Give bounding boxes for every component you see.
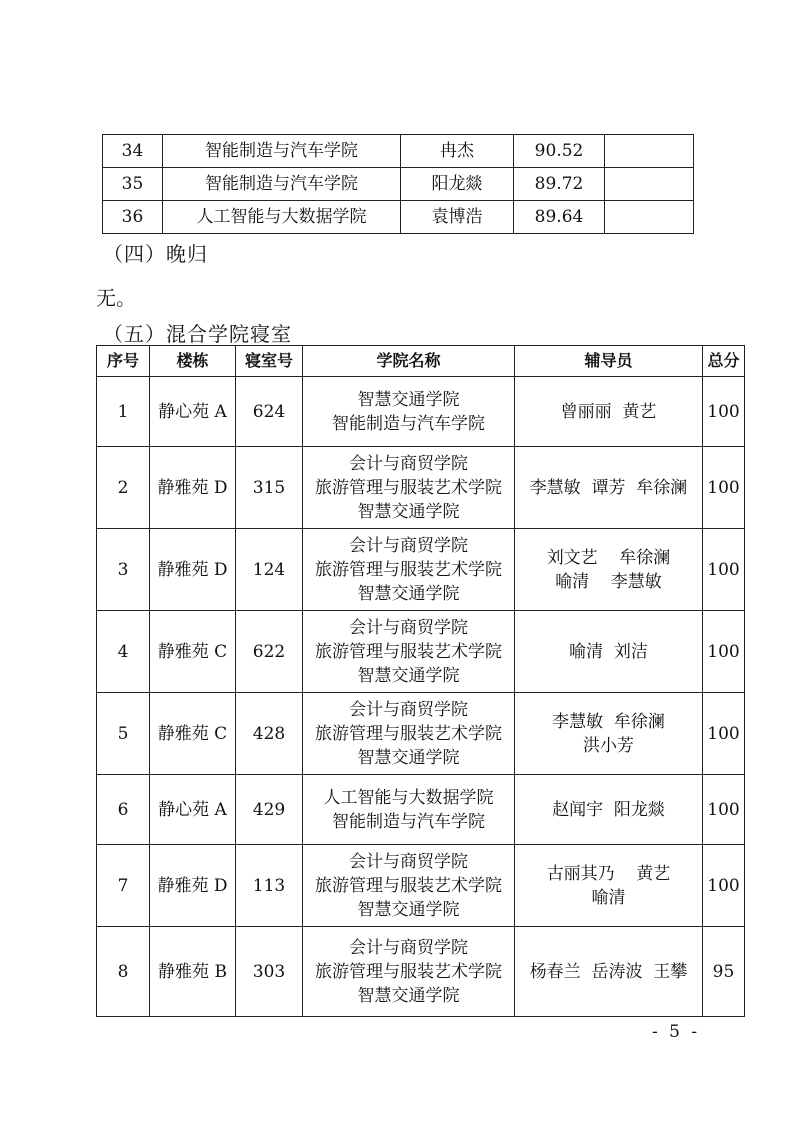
- ranking-table-body: [103, 135, 694, 234]
- college-cell: 人工智能与大数据学院: [163, 201, 401, 234]
- college-cell: 智能制造与汽车学院: [163, 135, 401, 168]
- college-cell: [303, 927, 515, 1017]
- college-cell-line: 会计与商贸学院: [349, 937, 468, 958]
- no-cell: 4: [97, 611, 150, 693]
- college-cell-line: 智能制造与汽车学院: [332, 413, 485, 434]
- college-cell-line: 智慧交通学院: [357, 501, 460, 522]
- college-cell-line: 人工智能与大数据学院: [323, 787, 494, 808]
- college-cell-line: 智慧交通学院: [357, 747, 460, 768]
- counselor-cell-line: 曾丽丽 黄艺: [560, 401, 657, 422]
- table-row: [97, 529, 745, 611]
- table-row: [97, 611, 745, 693]
- college-cell-line: 旅游管理与服装艺术学院: [315, 723, 502, 744]
- room-cell: 124: [236, 529, 303, 611]
- no-cell: 8: [97, 927, 150, 1017]
- room-cell: 303: [236, 927, 303, 1017]
- counselor-cell-line: 赵闻宇 阳龙燚: [552, 799, 665, 820]
- name-cell: 冉杰: [401, 135, 514, 168]
- college-cell: [303, 775, 515, 845]
- rank-cell: 34: [103, 135, 163, 168]
- mixed-dorm-table-body: [97, 377, 745, 1017]
- room-cell: 622: [236, 611, 303, 693]
- college-cell-line: 智能制造与汽车学院: [332, 811, 485, 832]
- room-cell: 429: [236, 775, 303, 845]
- counselor-cell: [515, 447, 703, 529]
- college-cell-line: 智慧交通学院: [357, 583, 460, 604]
- college-cell-line: 旅游管理与服装艺术学院: [315, 961, 502, 982]
- note-cell: [605, 135, 694, 168]
- total-cell: 100: [703, 611, 745, 693]
- total-cell: 100: [703, 775, 745, 845]
- college-cell-line: 旅游管理与服装艺术学院: [315, 875, 502, 896]
- page-number: - 5 -: [652, 1022, 701, 1042]
- building-cell: 静雅苑 B: [150, 927, 236, 1017]
- counselor-cell: [515, 611, 703, 693]
- total-cell: 95: [703, 927, 745, 1017]
- college-cell-line: 会计与商贸学院: [349, 617, 468, 638]
- counselor-cell-line: 喻清 李慧敏: [555, 571, 662, 592]
- college-cell: [303, 611, 515, 693]
- section-body-none: 无。: [96, 286, 136, 310]
- building-cell: 静雅苑 C: [150, 693, 236, 775]
- name-cell: 袁博浩: [401, 201, 514, 234]
- building-cell: 静雅苑 C: [150, 611, 236, 693]
- room-cell: 315: [236, 447, 303, 529]
- college-cell-line: 旅游管理与服装艺术学院: [315, 477, 502, 498]
- counselor-cell: [515, 845, 703, 927]
- note-cell: [605, 168, 694, 201]
- rank-cell: 35: [103, 168, 163, 201]
- header-counselor: 辅导员: [515, 346, 703, 377]
- no-cell: 1: [97, 377, 150, 447]
- header-building: 楼栋: [150, 346, 236, 377]
- header-total: 总分: [703, 346, 745, 377]
- building-cell: 静雅苑 D: [150, 447, 236, 529]
- college-cell-line: 智慧交通学院: [357, 899, 460, 920]
- score-cell: 89.72: [514, 168, 605, 201]
- counselor-cell-line: 李慧敏 谭芳 牟徐澜: [529, 477, 688, 498]
- header-room: 寝室号: [236, 346, 303, 377]
- counselor-cell-line: 古丽其乃 黄艺: [546, 863, 671, 884]
- score-cell: 89.64: [514, 201, 605, 234]
- counselor-cell: [515, 927, 703, 1017]
- college-cell-line: 会计与商贸学院: [349, 851, 468, 872]
- section-heading-late-return: （四）晚归: [103, 242, 208, 266]
- table-row: [97, 927, 745, 1017]
- table-row: [97, 447, 745, 529]
- college-cell: [303, 447, 515, 529]
- counselor-cell-line: 李慧敏 牟徐澜: [552, 711, 665, 732]
- counselor-cell: [515, 529, 703, 611]
- counselor-cell-line: 杨春兰 岳涛波 王攀: [529, 961, 688, 982]
- score-cell: 90.52: [514, 135, 605, 168]
- room-cell: 428: [236, 693, 303, 775]
- no-cell: 6: [97, 775, 150, 845]
- college-cell-line: 会计与商贸学院: [349, 453, 468, 474]
- college-cell: [303, 845, 515, 927]
- counselor-cell-line: 洪小芳: [583, 735, 634, 756]
- table-row: [97, 693, 745, 775]
- table-header-row: [97, 346, 745, 377]
- no-cell: 5: [97, 693, 150, 775]
- total-cell: 100: [703, 845, 745, 927]
- total-cell: 100: [703, 529, 745, 611]
- ranking-table: [102, 134, 694, 234]
- college-cell-line: 旅游管理与服装艺术学院: [315, 559, 502, 580]
- total-cell: 100: [703, 447, 745, 529]
- rank-cell: 36: [103, 201, 163, 234]
- college-cell-line: 智慧交通学院: [357, 665, 460, 686]
- total-cell: 100: [703, 693, 745, 775]
- college-cell-line: 会计与商贸学院: [349, 535, 468, 556]
- counselor-cell-line: 刘文艺 牟徐澜: [546, 547, 671, 568]
- building-cell: 静心苑 A: [150, 377, 236, 447]
- room-cell: 113: [236, 845, 303, 927]
- mixed-dorm-table: [96, 345, 745, 1017]
- building-cell: 静心苑 A: [150, 775, 236, 845]
- counselor-cell: [515, 775, 703, 845]
- total-cell: 100: [703, 377, 745, 447]
- table-row: [103, 201, 694, 234]
- college-cell-line: 旅游管理与服装艺术学院: [315, 641, 502, 662]
- counselor-cell-line: 喻清: [591, 887, 626, 908]
- no-cell: 7: [97, 845, 150, 927]
- college-cell: [303, 693, 515, 775]
- no-cell: 3: [97, 529, 150, 611]
- header-no: 序号: [97, 346, 150, 377]
- college-cell-line: 智慧交通学院: [357, 389, 460, 410]
- table-row: [103, 168, 694, 201]
- building-cell: 静雅苑 D: [150, 529, 236, 611]
- name-cell: 阳龙燚: [401, 168, 514, 201]
- note-cell: [605, 201, 694, 234]
- building-cell: 静雅苑 D: [150, 845, 236, 927]
- counselor-cell: [515, 377, 703, 447]
- header-college: 学院名称: [303, 346, 515, 377]
- counselor-cell: [515, 693, 703, 775]
- college-cell: [303, 529, 515, 611]
- section-heading-mixed-dorms: （五）混合学院寝室: [103, 322, 292, 346]
- room-cell: 624: [236, 377, 303, 447]
- college-cell: [303, 377, 515, 447]
- no-cell: 2: [97, 447, 150, 529]
- counselor-cell-line: 喻清 刘洁: [569, 641, 648, 662]
- college-cell: 智能制造与汽车学院: [163, 168, 401, 201]
- college-cell-line: 会计与商贸学院: [349, 699, 468, 720]
- table-row: [97, 377, 745, 447]
- table-row: [97, 775, 745, 845]
- table-row: [103, 135, 694, 168]
- table-row: [97, 845, 745, 927]
- college-cell-line: 智慧交通学院: [357, 985, 460, 1006]
